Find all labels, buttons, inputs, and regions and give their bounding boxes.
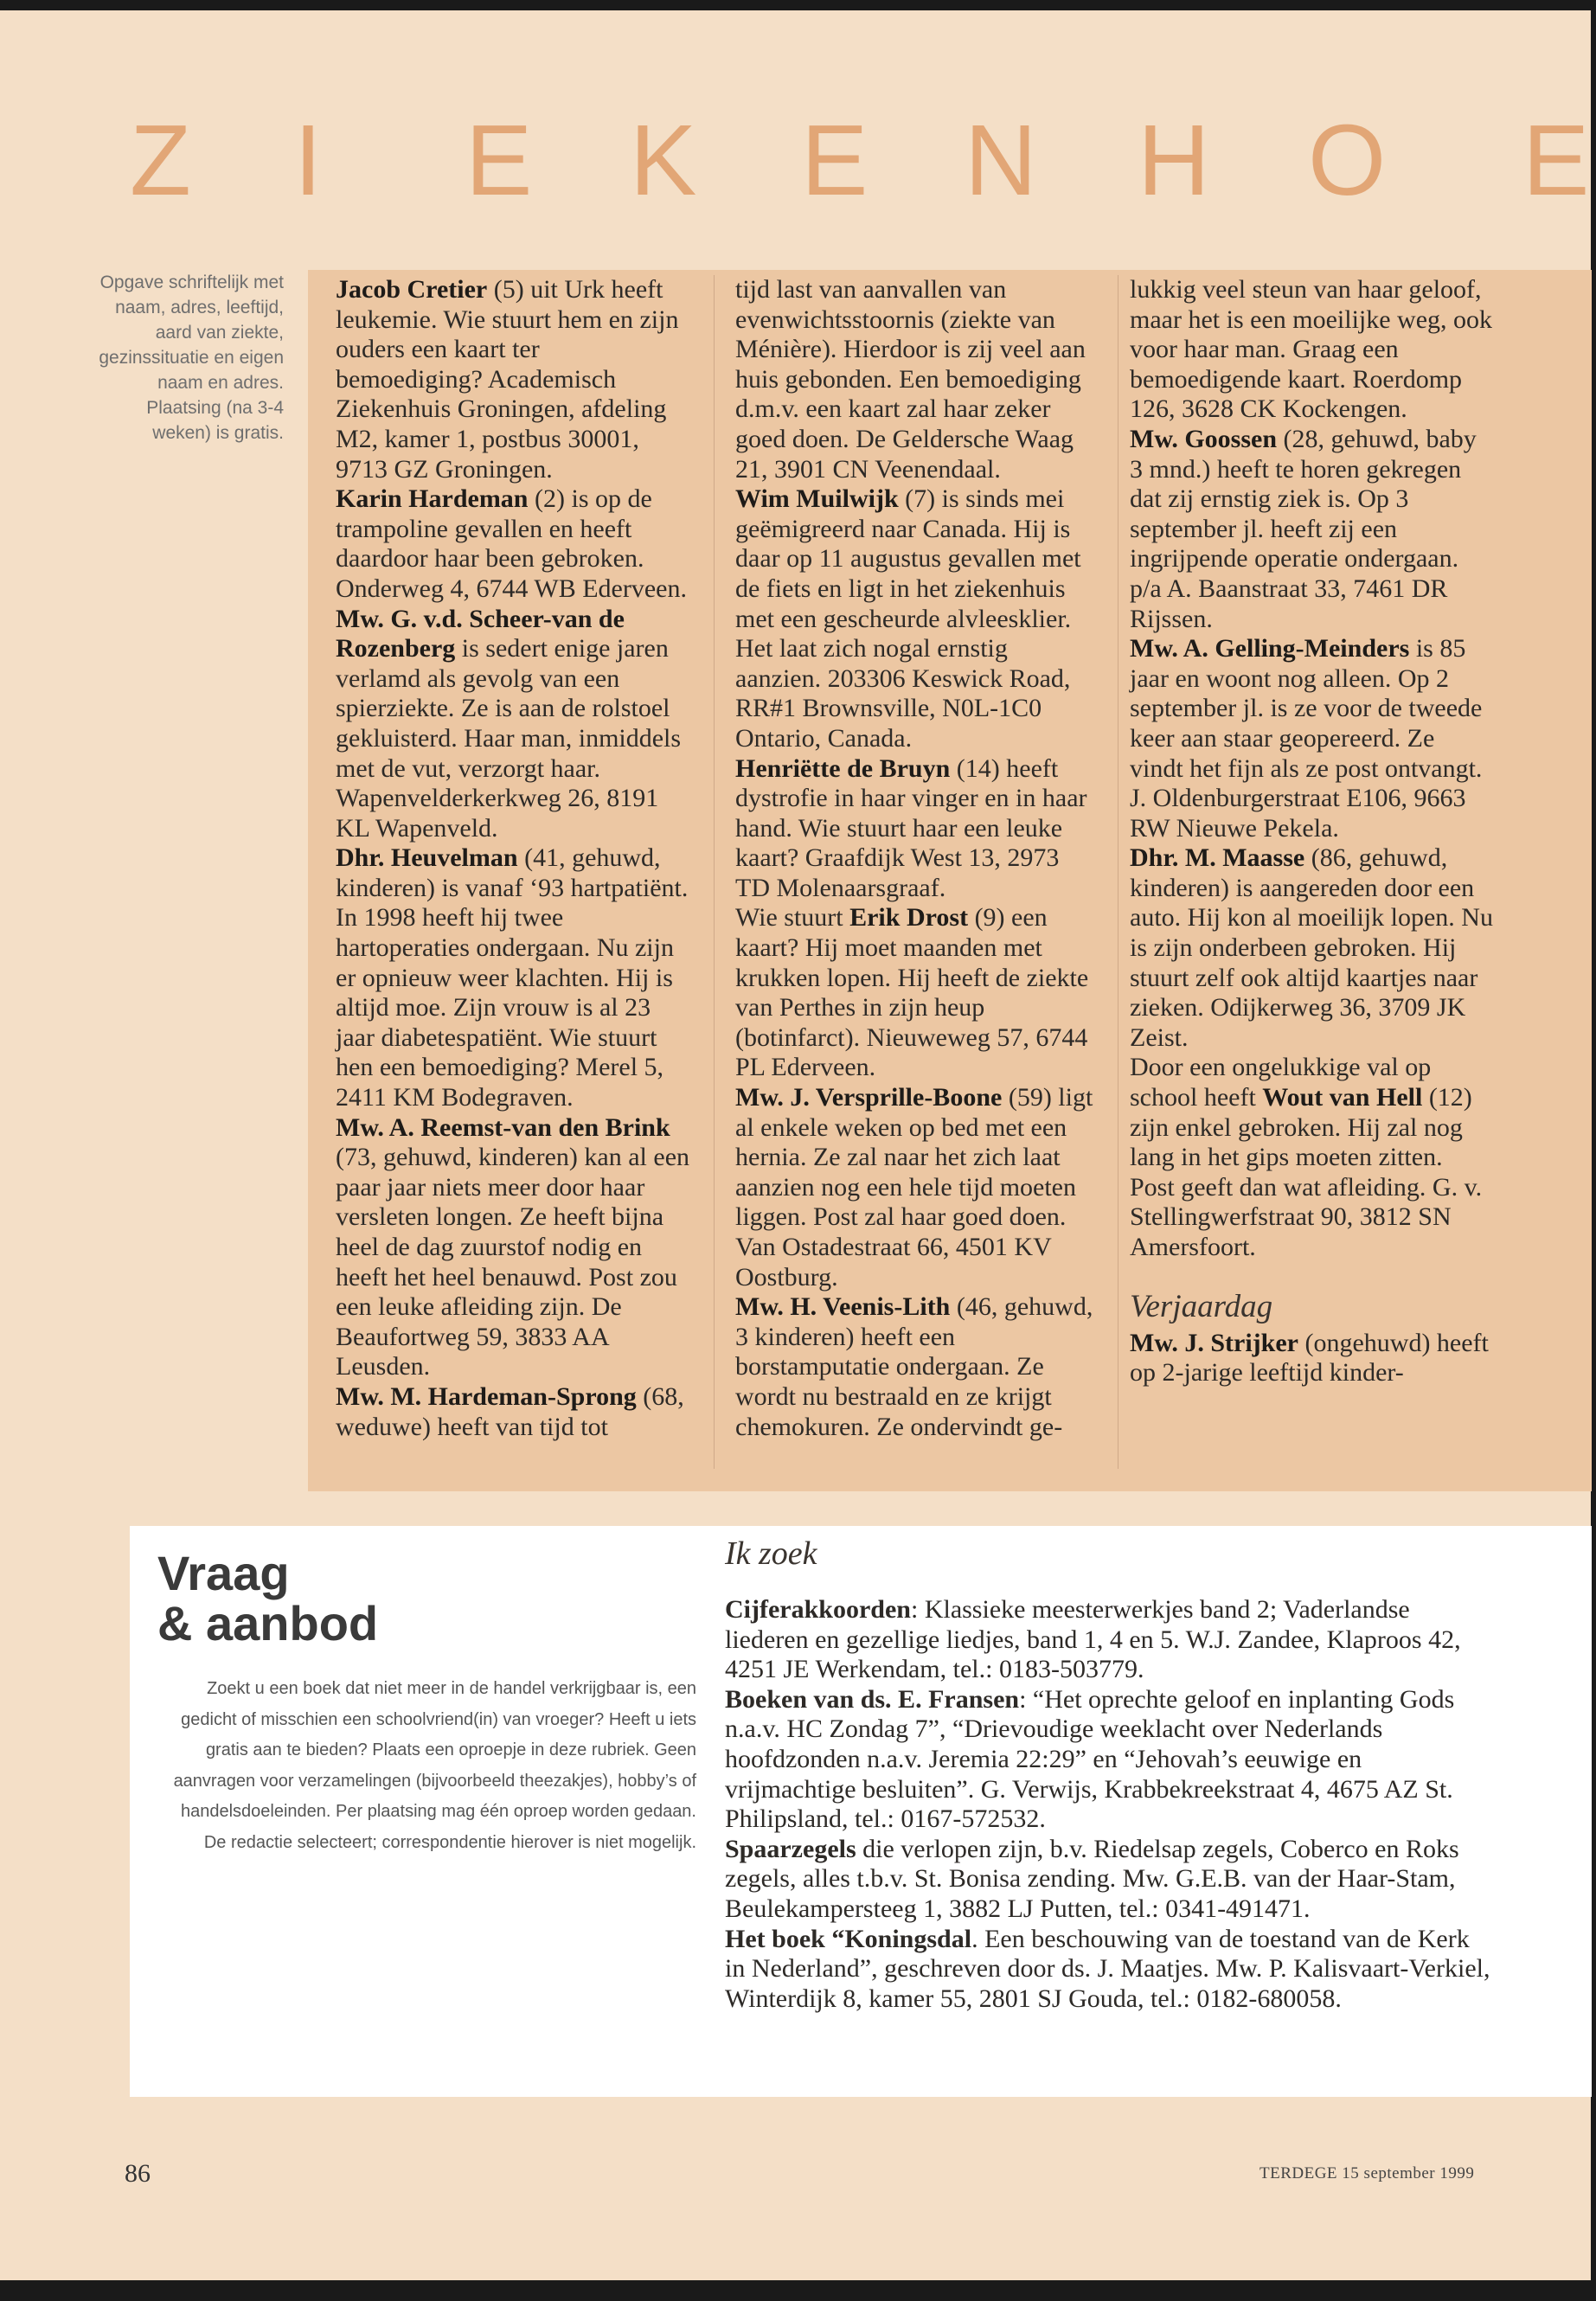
entry-text: (59) ligt al enkele weken op bed met een hernia. Ze zal naar het zich laat aanzien nog een hele tijd moeten liggen. Post zal haar goed doen. Van Ostadestraat 66, 4501 KV Oostburg. [735,1083,1093,1292]
entry [336,484,690,604]
ik-zoek-heading: Ik zoek [725,1535,817,1572]
entry-name: Spaarzegels [725,1834,856,1863]
entry [1130,1053,1493,1262]
entry [1130,275,1493,425]
text-column-1 [336,275,690,1442]
entry [735,754,1099,904]
header-letter: H [1138,104,1210,216]
entry-name: Dhr. M. Maasse [1130,843,1305,873]
entry-name: Mw. J. Versprille-Boone [735,1083,1003,1112]
column-divider [714,275,715,1469]
entry-name: Karin Hardeman [336,484,529,514]
entry-text: is 85 jaar en woont nog alleen. Op 2 september jl. is ze voor de tweede keer aan staar geopereerd. Ze vindt het fijn als ze post ontvangt. J. Oldenburgerstraat E106, 9663 RW Nieuwe Pekela. [1130,634,1483,843]
entry-text: (ongehuwd) heeft op 2-jarige leeftijd kinder- [1130,1328,1489,1388]
entry [725,1835,1495,1925]
entry [1130,634,1493,843]
entry-text: (9) een kaart? Hij moet maanden met krukken lopen. Hij heeft de ziekte van Perthes in zijn heup (botinfarct). Nieuweweg 57, 6744 PL Ederveen. [735,903,1089,1082]
entry [1130,843,1493,1053]
header-letter: E [801,104,869,216]
entry-text: (46, gehuwd, 3 kinderen) heeft een borstamputatie ondergaan. Ze wordt nu bestraald en ze krijgt chemokuren. Ze ondervindt ge- [735,1292,1093,1441]
submission-instructions: Opgave schriftelijk met naam, adres, leeftijd, aard van ziekte, gezinssituatie en eigen naam en adres. Plaatsing (na 3-4 weken) is gratis. [99,272,284,443]
header-letter: I [294,104,323,216]
text-column-3 [1130,275,1493,1388]
text-column-2 [735,275,1099,1442]
entry-text: lukkig veel steun van haar geloof, maar het is een moeilijke weg, ook voor haar man. Graag een bemoedigende kaart. Roerdomp 126, 3628 CK Kockengen. [1130,275,1493,424]
subheading: Verjaardag [1130,1288,1273,1324]
header-letter: N [965,104,1037,216]
entry-intro: Door een ongelukkige val op school heeft [1130,1053,1432,1112]
header-letter: E [1522,104,1590,216]
entry [336,1113,690,1382]
ik-zoek-section [725,1535,1495,2014]
entry [336,275,690,484]
entry-name: Mw. Goossen [1130,424,1278,453]
header-letter: O [1308,104,1387,216]
entry [1130,1329,1493,1388]
entry [735,484,1099,753]
entry-name: Het boek “Koningsdal [725,1924,972,1953]
entry-text: is sedert enige jaren verlamd als gevolg van een spierziekte. Ze is aan de rolstoel gekluisterd. Haar man, inmiddels met de vut, verzorgt haar. Wapenvelderkerkweg 26, 8191 KL Wapenveld. [336,634,682,843]
entry [725,1685,1495,1835]
vraag-aanbod-description: Zoekt u een boek dat niet meer in de handel verkrijgbaar is, een gedicht of misschien een schoolvriend(in) van vroeger? Heeft u iets gratis aan te bieden? Plaats een oproepje in deze rubriek. Geen aanvragen voor verzamelingen (bijvoorbeeld theezakjes), hobby’s of handelsdoeleinden. Per plaatsing mag één oproep worden gedaan. De redactie selecteert; correspondentie hierover is niet mogelijk. [173,1679,696,1852]
entry-text: (7) is sinds mei geëmigreerd naar Canada. Hij is daar op 11 augustus gevallen met de fiets en ligt in het ziekenhuis met een gescheurde alvleesklier. Het laat zich nogal ernstig aanzien. 203306 Keswick Road, RR#1 Brownsville, N0L-1C0 Ontario, Canada. [735,484,1081,753]
entry-name: Dhr. Heuvelman [336,843,518,873]
entry-text: : Klassieke meesterwerkjes band 2; Vaderlandse liederen en gezellige liedjes, band 1, 4 en 5. W.J. Zandee, Klaproos 42, 4251 JE Werkendam, tel.: 0183-503779. [725,1595,1461,1684]
entry [735,903,1099,1083]
entry-name: Mw. A. Gelling-Meinders [1130,634,1410,663]
section-header [0,104,1596,216]
entry-text: (68, weduwe) heeft van tijd tot [336,1381,684,1441]
header-letter: E [465,104,533,216]
entry-text: (14) heeft dystrofie in haar vinger en in haar hand. Wie stuurt haar een leuke kaart? Graafdijk West 13, 2973 TD Molenaarsgraaf. [735,753,1087,902]
entry-text: die verlopen zijn, b.v. Riedelsap zegels, Coberco en Roks zegels, alles t.b.v. St. Bonisa zending. Mw. G.E.B. van der Haar-Stam, Beulekampersteeg 1, 3882 LJ Putten, tel.: 0341-491471. [725,1834,1459,1923]
publication-footer [1259,2164,1474,2183]
entry [725,1595,1495,1685]
entry-intro: Wie stuurt [735,903,850,933]
entry-name: Wim Muilwijk [735,484,899,514]
entry-name: Mw. A. Reemst-van den Brink [336,1112,670,1142]
publication-date: 15 september 1999 [1342,2164,1475,2182]
entry-name: Jacob Cretier [336,275,488,304]
entry-text: (2) is op de trampoline gevallen en heeft daardoor haar been gebroken. Onderweg 4, 6744 WB Ederveen. [336,484,687,603]
entry-name: Mw. G. v.d. Scheer-van de Rozenberg [336,604,625,663]
entry [735,1083,1099,1292]
entry-name: Mw. M. Hardeman-Sprong [336,1381,637,1411]
entry-name: Wout van Hell [1262,1083,1423,1112]
entry-name: Mw. H. Veenis-Lith [735,1292,951,1322]
entry [1130,425,1493,634]
entry [336,605,690,844]
entry-text: (12) zijn enkel gebroken. Hij zal nog lang in het gips moeten zitten. Post geeft dan wat afleiding. G. v. Stellingwerfstraat 90, 3812 SN Amersfoort. [1130,1083,1483,1261]
entry-name: Boeken van ds. E. Fransen [725,1684,1020,1714]
entry-text: (73, gehuwd, kinderen) kan al een paar jaar niets meer door haar versleten longen. Ze heeft bijna heel de dag zuurstof nodig en heeft het heel benauwd. Post zou een leuke afleiding zijn. De Beaufortweg 59, 3833 AA Leusden. [336,1143,690,1381]
entry [735,1292,1099,1442]
entry [336,843,690,1112]
entry-text: (5) uit Urk heeft leukemie. Wie stuurt hem en zijn ouders een kaart ter bemoediging? Academisch Ziekenhuis Groningen, afdeling M2, kamer 1, postbus 30001, 9713 GZ Groningen. [336,275,679,484]
entry-name: Erik Drost [849,903,969,933]
entry [735,275,1099,484]
entry-text: . Een beschouwing van de toestand van de Kerk in Nederland”, geschreven door ds. J. Maatjes. Mw. P. Kalisvaart-Verkiel, Winterdijk 8, kamer 55, 2801 SJ Gouda, tel.: 0182-680058. [725,1924,1490,2013]
entry-name: Mw. J. Strijker [1130,1328,1298,1357]
entry [725,1925,1495,2015]
entry-text: tijd last van aanvallen van evenwichtsstoornis (ziekte van Ménière). Hierdoor is zij veel aan huis gebonden. Een bemoediging d.m.v. een kaart zal haar zeker goed doen. De Geldersche Waag 21, 3901 CN Veenendaal. [735,275,1086,484]
entry-text: : “Het oprechte geloof en inplanting Gods n.a.v. HC Zondag 7”, “Drievoudige weeklacht over Nederlands hoofdzonden n.a.v. Jeremia 22:29” en “Jehovah’s eeuwige en vrijmachtige besluiten”. G. Verwijs, Krabbekreekstraat 4, 4675 AZ St. Philipsland, tel.: 0167-572532. [725,1684,1455,1834]
entry-name: Cijferakkoorden [725,1595,911,1624]
entry [336,1382,690,1442]
entry-text: (86, gehuwd, kinderen) is aangereden door een auto. Hij kon al moeilijk lopen. Nu is zijn onderbeen gebroken. Hij stuurt zelf ook altijd kaartjes naar zieken. Odijkerweg 36, 3709 JK Zeist. [1130,843,1493,1052]
publication-name: TERDEGE [1259,2164,1338,2182]
header-letter: K [630,104,697,216]
title-line: & aanbod [157,1596,379,1650]
header-letter: Z [130,104,191,216]
scan-edge-bottom [0,2280,1596,2301]
entry-name: Henriëtte de Bruyn [735,753,951,783]
vraag-aanbod-title [157,1548,378,1649]
title-line: Vraag [157,1546,290,1600]
entry-text: (28, gehuwd, baby 3 mnd.) heeft te horen gekregen dat zij ernstig ziek is. Op 3 september jl. heeft zij een ingrijpende operatie ondergaan. p/a A. Baanstraat 33, 7461 DR Rijssen. [1130,424,1477,633]
entry-text: (41, gehuwd, kinderen) is vanaf ‘93 hartpatiënt. In 1998 heeft hij twee hartoperaties ondergaan. Nu zijn er opnieuw weer klachten. Hij is altijd moe. Zijn vrouw is al 23 jaar diabetespatiënt. Wie stuurt hen een bemoediging? Merel 5, 2411 KM Bodegraven. [336,843,689,1112]
page-number: 86 [125,2159,151,2188]
scan-edge-top [0,0,1596,10]
